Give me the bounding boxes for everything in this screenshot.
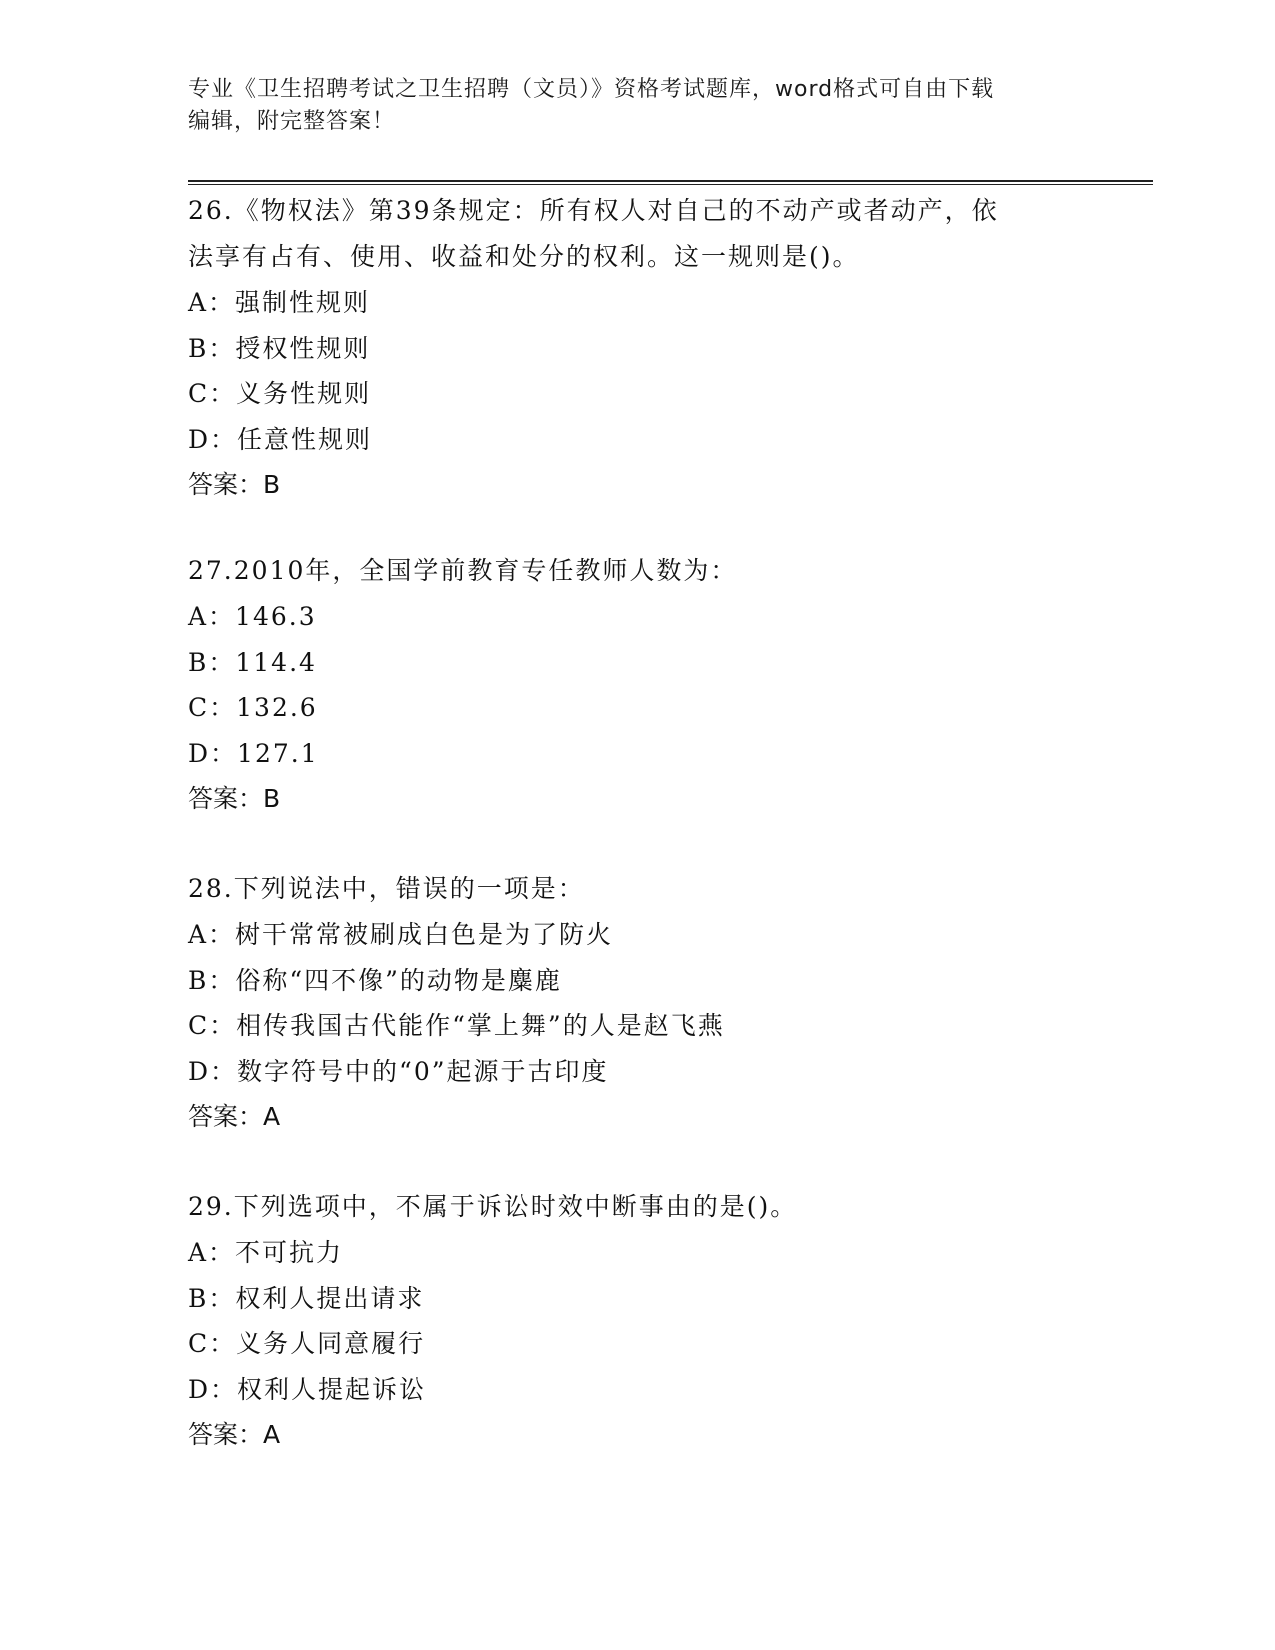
- option-a: A：强制性规则: [188, 288, 371, 317]
- question-stem: 28.下列说法中，错误的一项是：: [188, 874, 585, 903]
- option-c: C：义务人同意履行: [188, 1329, 426, 1358]
- header-line-2: 编辑，附完整答案！: [188, 109, 396, 134]
- option-a: A：树干常常被刷成白色是为了防火: [188, 920, 614, 949]
- option-a: A：不可抗力: [188, 1238, 344, 1267]
- answer: 答案：B: [188, 784, 281, 813]
- question-28: [188, 866, 1068, 1140]
- option-d: D：任意性规则: [188, 424, 373, 454]
- option-b: B：权利人提出请求: [188, 1283, 425, 1313]
- option-c: C：相传我国古代能作“掌上舞”的人是赵飞燕: [188, 1011, 725, 1040]
- option-d: D：127.1: [188, 738, 319, 768]
- document-header: [188, 74, 1088, 138]
- option-b: B：114.4: [188, 647, 317, 677]
- question-stem: 29.下列选项中，不属于诉讼时效中断事由的是()。: [188, 1192, 798, 1221]
- answer: 答案：A: [188, 1420, 281, 1449]
- question-stem: 27.2010年，全国学前教育专任教师人数为：: [188, 556, 738, 585]
- option-c: C：义务性规则: [188, 379, 372, 408]
- question-stem: 26.《物权法》第39条规定：所有权人对自己的不动产或者动产，依: [188, 196, 999, 225]
- answer: 答案：B: [188, 470, 281, 499]
- question-29: [188, 1184, 1068, 1458]
- question-26: [188, 188, 1068, 508]
- header-divider-bottom: [188, 184, 1153, 185]
- option-d: D：数字符号中的“0”起源于古印度: [188, 1056, 609, 1086]
- option-a: A：146.3: [188, 602, 317, 631]
- option-c: C：132.6: [188, 693, 318, 722]
- option-d: D：权利人提起诉讼: [188, 1374, 427, 1404]
- option-b: B：俗称“四不像”的动物是麋鹿: [188, 965, 562, 995]
- header-line-1: 专业《卫生招聘考试之卫生招聘（文员）》资格考试题库，word格式可自由下载: [188, 77, 995, 102]
- question-stem-continued: 法享有占有、使用、收益和处分的权利。这一规则是()。: [188, 242, 860, 271]
- answer: 答案：A: [188, 1102, 281, 1131]
- option-b: B：授权性规则: [188, 333, 371, 363]
- question-27: [188, 548, 1068, 822]
- header-divider-top: [188, 180, 1153, 182]
